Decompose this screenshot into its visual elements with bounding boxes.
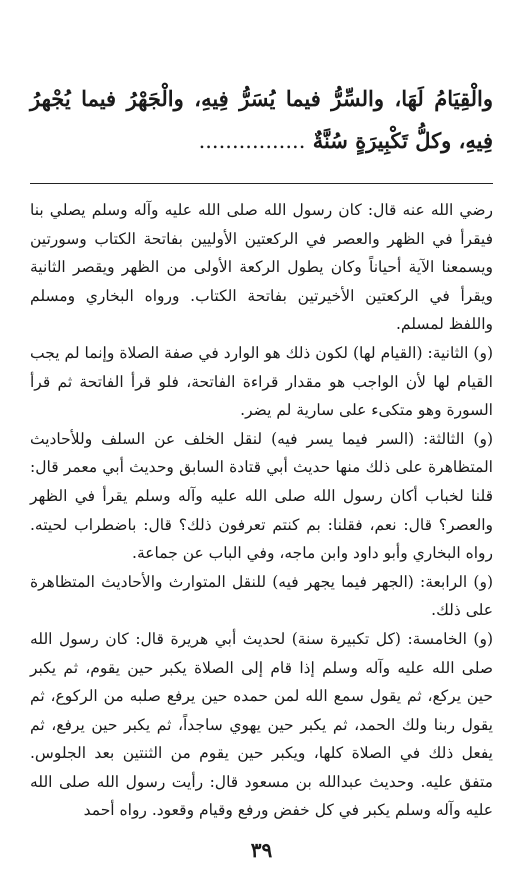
commentary	[30, 196, 493, 825]
commentary-paragraph-5: (و) الخامسة: (كل تكبيرة سنة) لحديث أبي هريرة قال: كان رسول الله صلى الله عليه وآله وسلم إذا قام إلى الصلاة يكبر حين يقوم، ثم يكبر حين يركع، ثم يقول سمع الله لمن حمده حين يرفع صلبه من الركوع، ثم يقول ربنا ولك الحمد، ثم يكبر حين يهوي ساجداً، ثم يكبر حين يرفع، ثم يفعل ذلك في الصلاة كلها، ويكبر حين يقوم من الثنتين بعد الجلوس. متفق عليه. وحديث عبدالله بن مسعود قال: رأيت رسول الله صلى الله عليه وآله وسلم يكبر في كل خفض ورفع وقيام وقعود. رواه أحمد	[30, 629, 494, 820]
commentary-paragraph-4: (و) الرابعة: (الجهر فيما يجهر فيه) للنقل المتوارث والأحاديث المتظاهرة على ذلك.	[30, 572, 493, 620]
main-text	[30, 78, 493, 162]
commentary-paragraph-1: رضي الله عنه قال: كان رسول الله صلى الله عليه وآله وسلم يصلي بنا فيقرأ في الظهر والعصر في الركعتين الأوليين بفاتحة الكتاب وسورتين ويسمعنا الآية أحياناً وكان يطول الركعة الأولى من الظهر ويقصر الثانية ويقرأ في الركعتين الأخيرتين بفاتحة الكتاب. ورواه البخاري ومسلم واللفظ لمسلم.	[30, 201, 493, 334]
main-text-dots: ................	[198, 129, 306, 153]
separator-line	[30, 183, 493, 184]
commentary-paragraph-3: (و) الثالثة: (السر فيما يسر فيه) لنقل الخلف عن السلف وللأحاديث المتظاهرة على ذلك منها حديث أبي قتادة السابق وحديث أبي معمر قال: قلنا لخباب أكان رسول الله صلى الله عليه وآله وسلم يقرأ في الظهر والعصر؟ قال: نعم، فقلنا: بم كنتم تعرفون ذلك؟ قال: باضطراب لحيته. رواه البخاري وأبو داود وابن ماجه، وفي الباب عن جماعة.	[30, 429, 493, 563]
page-number: ٣٩	[250, 838, 273, 862]
commentary-paragraph-2: (و) الثانية: (القيام لها) لكون ذلك هو الوارد في صفة الصلاة وإنما لم يجب القيام لها لأن الواجب هو مقدار قراءة الفاتحة، فلو قرأ الفاتحة ثم قرأ السورة وهو متكىء على سارية لم يضر.	[30, 343, 493, 420]
main-text-body: والْقِيَامُ لَهَا، والسِّرُّ فيما يُسَرُّ فِيهِ، والْجَهْرُ فيما يُجْهرُ فِيهِ، وكلُّ تَكْبِيرَةٍ سُنَّةٌ	[30, 86, 493, 153]
